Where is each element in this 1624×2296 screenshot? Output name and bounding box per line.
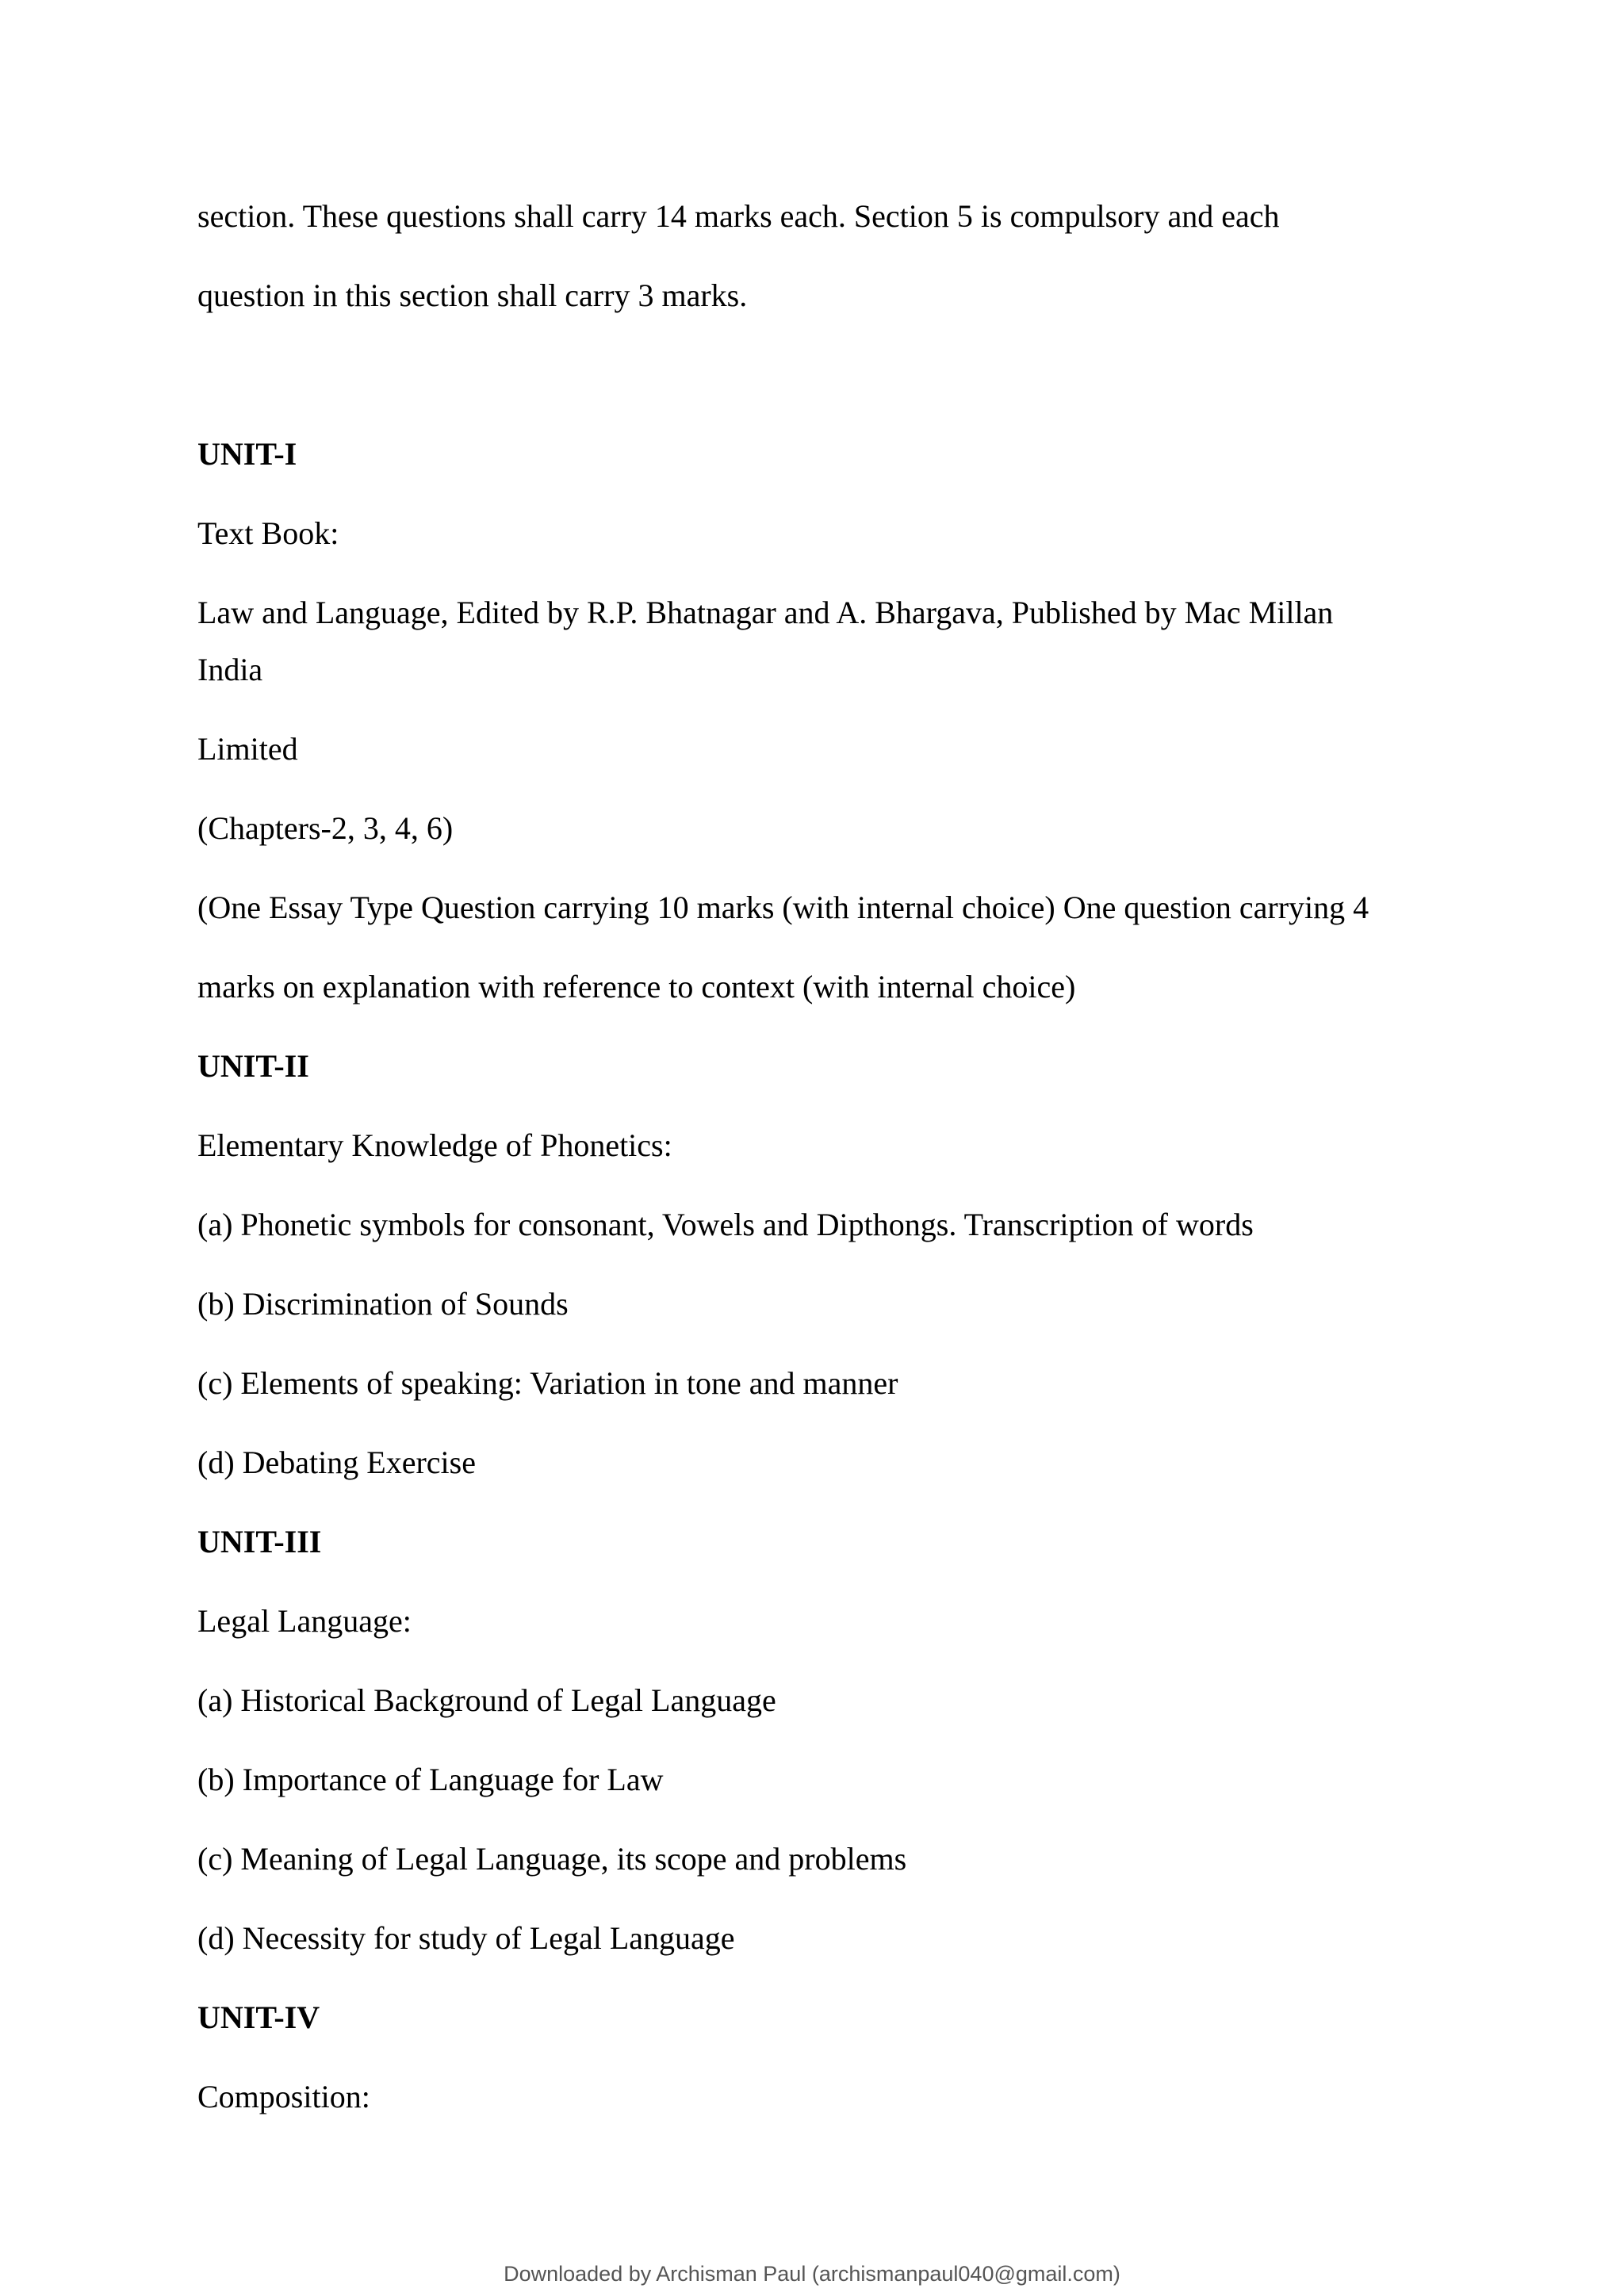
download-footer: Downloaded by Archisman Paul (archismanpaul040@gmail.com) [504, 2262, 1120, 2286]
intro-line-2: question in this section shall carry 3 marks. [197, 277, 748, 313]
text-book-line-3: Limited [197, 731, 298, 767]
unit-2-item: (a) Phonetic symbols for consonant, Vowels and Dipthongs. Transcription of words [197, 1207, 1254, 1242]
unit-3-item: (a) Historical Background of Legal Language [197, 1682, 776, 1718]
unit-2-item: (c) Elements of speaking: Variation in tone and manner [197, 1365, 898, 1401]
unit-2-item: (b) Discrimination of Sounds [197, 1286, 569, 1322]
unit-3-item: (d) Necessity for study of Legal Language [197, 1920, 735, 1956]
unit-2-heading: UNIT-II [197, 1048, 309, 1084]
unit-3-title: Legal Language: [197, 1603, 412, 1639]
chapters-line: (Chapters-2, 3, 4, 6) [197, 810, 454, 846]
text-book-line-1: Law and Language, Edited by R.P. Bhatnagar and A. Bhargava, Published by Mac Millan [197, 595, 1334, 630]
unit-1-note-line-2: marks on explanation with reference to context (with internal choice) [197, 969, 1076, 1004]
unit-2-item: (d) Debating Exercise [197, 1445, 476, 1480]
unit-1-note-line-1: (One Essay Type Question carrying 10 marks (with internal choice) One question carrying 4 [197, 890, 1369, 925]
text-book-label: Text Book: [197, 515, 339, 551]
unit-3-heading: UNIT-III [197, 1524, 322, 1559]
unit-4-title: Composition: [197, 2079, 370, 2114]
unit-3-item: (b) Importance of Language for Law [197, 1762, 664, 1797]
intro-line-1: section. These questions shall carry 14 marks each. Section 5 is compulsory and each [197, 198, 1280, 234]
unit-1-heading: UNIT-I [197, 436, 297, 472]
unit-2-title: Elementary Knowledge of Phonetics: [197, 1127, 672, 1163]
text-book-line-2: India [197, 652, 263, 687]
unit-4-heading: UNIT-IV [197, 1999, 320, 2035]
unit-3-item: (c) Meaning of Legal Language, its scope and problems [197, 1841, 907, 1877]
